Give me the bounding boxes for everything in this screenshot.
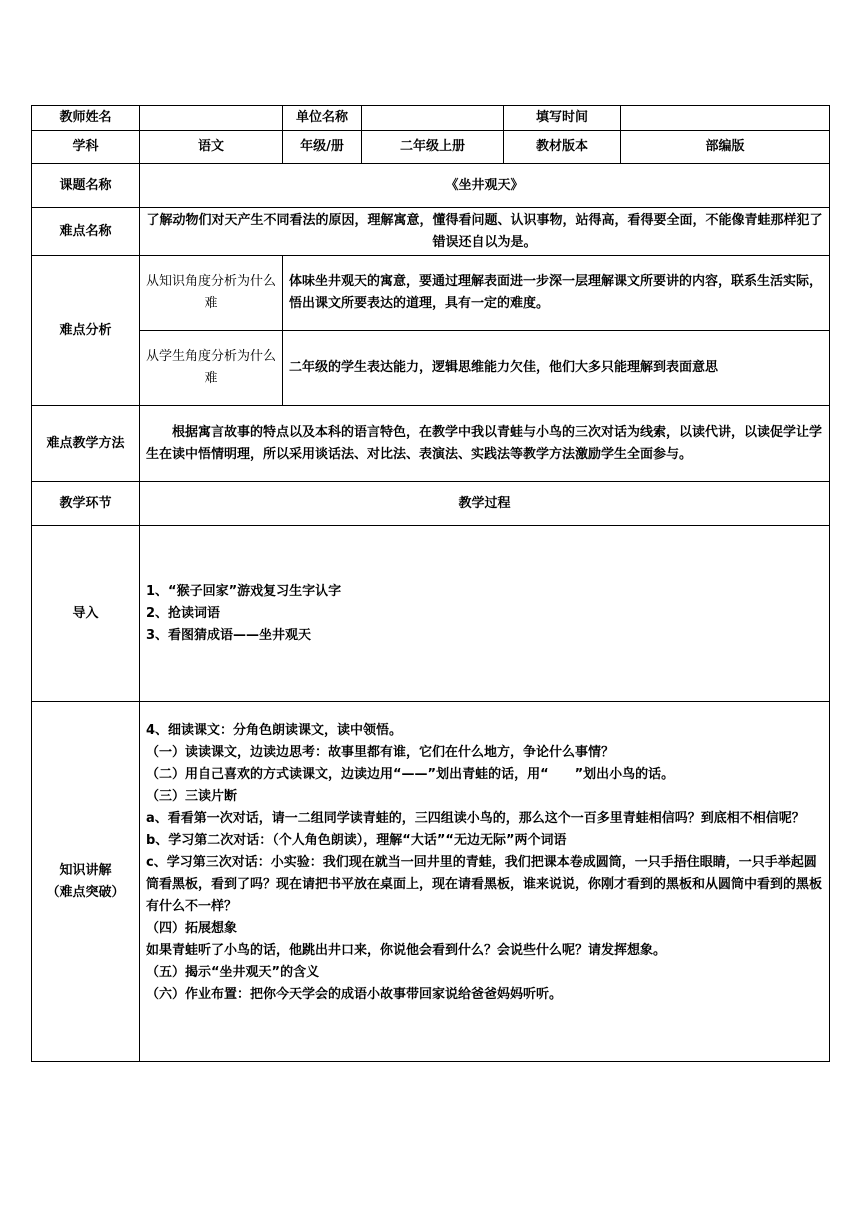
method-label: 难点教学方法 [32,406,140,482]
stage-header: 教学环节 [32,482,140,526]
row-subject [32,131,830,164]
student-angle-label: 从学生角度分析为什么难 [140,331,283,406]
unit-name-label: 单位名称 [283,106,362,131]
knowledge-item: 4、细读课文：分角色朗读课文，读中领悟。 [146,723,403,738]
knowledge-item: 如果青蛙听了小鸟的话，他跳出井口来，你说他会看到什么？会说些什么呢？请发挥想象。 [146,943,667,958]
row-knowledge [32,702,830,1062]
fill-time-label: 填写时间 [504,106,621,131]
row-teacher [32,106,830,131]
intro-item: 1、“猴子回家”游戏复习生字认字 [146,583,342,599]
teacher-name-label: 教师姓名 [32,106,140,131]
teacher-name-value[interactable] [140,106,283,131]
knowledge-item: （一）读读课文，边读边思考：故事里都有谁，它们在什么地方，争论什么事情？ [146,745,615,760]
intro-item: 2、抢读词语 [146,605,221,621]
knowledge-label [32,702,140,1062]
lesson-plan-table [31,105,830,1062]
intro-content [140,526,830,702]
row-process-header [32,482,830,526]
subject-label: 学科 [32,131,140,164]
knowledge-angle-value: 体味坐井观天的寓意，要通过理解表面进一步深一层理解课文所要讲的内容，联系生活实际，悟出课文所要表达的道理，具有一定的难度。 [283,256,830,331]
difficulty-label: 难点名称 [32,208,140,256]
topic-value: 《坐井观天》 [140,164,830,208]
knowledge-item: （六）作业布置：把你今天学会的成语小故事带回家说给爸爸妈妈听听。 [146,987,563,1002]
knowledge-item: c、学习第三次对话：小实验：我们现在就当一回井里的青蛙，我们把课本卷成圆筒，一只手捂住眼睛，一只手举起圆筒看黑板，看到了吗？现在请把书平放在桌面上，现在请看黑板，谁来说说，你刚才看到的黑板和从圆筒中看到的黑板有什么不一样？ [146,855,823,914]
row-difficulty [32,208,830,256]
method-value: 根据寓言故事的特点以及本科的语言特色，在教学中我以青蛙与小鸟的三次对话为线索，以读代讲，以读促学让学生在读中悟情明理，所以采用谈话法、对比法、表演法、实践法等教学方法激励学生全面参与。 [140,406,830,482]
row-analysis-student [32,331,830,406]
subject-value: 语文 [140,131,283,164]
knowledge-item: （三）三读片断 [146,789,238,804]
grade-label: 年级/册 [283,131,362,164]
difficulty-value: 了解动物们对天产生不同看法的原因，理解寓意，懂得看问题、认识事物，站得高，看得要全面，不能像青蛙那样犯了错误还自以为是。 [140,208,830,256]
knowledge-item: （五）揭示“坐井观天”的含义 [146,965,320,980]
knowledge-item: a、看看第一次对话，请一二组同学读青蛙的，三四组读小鸟的，那么这个一百多里青蛙相信吗？到底相不相信呢？ [146,811,805,826]
analysis-label: 难点分析 [32,256,140,406]
edition-label: 教材版本 [504,131,621,164]
topic-label: 课题名称 [32,164,140,208]
student-angle-value: 二年级的学生表达能力，逻辑思维能力欠佳，他们大多只能理解到表面意思 [283,331,830,406]
grade-value: 二年级上册 [362,131,504,164]
row-topic [32,164,830,208]
knowledge-item: （二）用自己喜欢的方式读课文，边读边用“——”划出青蛙的话，用“ ”划出小鸟的话。 [146,767,675,782]
knowledge-item: b、学习第二次对话：（个人角色朗读），理解“大话”“无边无际”两个词语 [146,833,567,848]
row-intro [32,526,830,702]
knowledge-label-line: （难点突破） [46,884,125,900]
knowledge-content [140,702,830,1062]
intro-label: 导入 [32,526,140,702]
knowledge-angle-label: 从知识角度分析为什么难 [140,256,283,331]
row-method [32,406,830,482]
fill-time-value[interactable] [621,106,830,131]
knowledge-item: （四）拓展想象 [146,921,238,936]
process-header: 教学过程 [140,482,830,526]
row-analysis-knowledge [32,256,830,331]
unit-name-value[interactable] [362,106,504,131]
intro-item: 3、看图猜成语——坐井观天 [146,627,312,643]
knowledge-label-line: 知识讲解 [59,862,112,878]
edition-value: 部编版 [621,131,830,164]
